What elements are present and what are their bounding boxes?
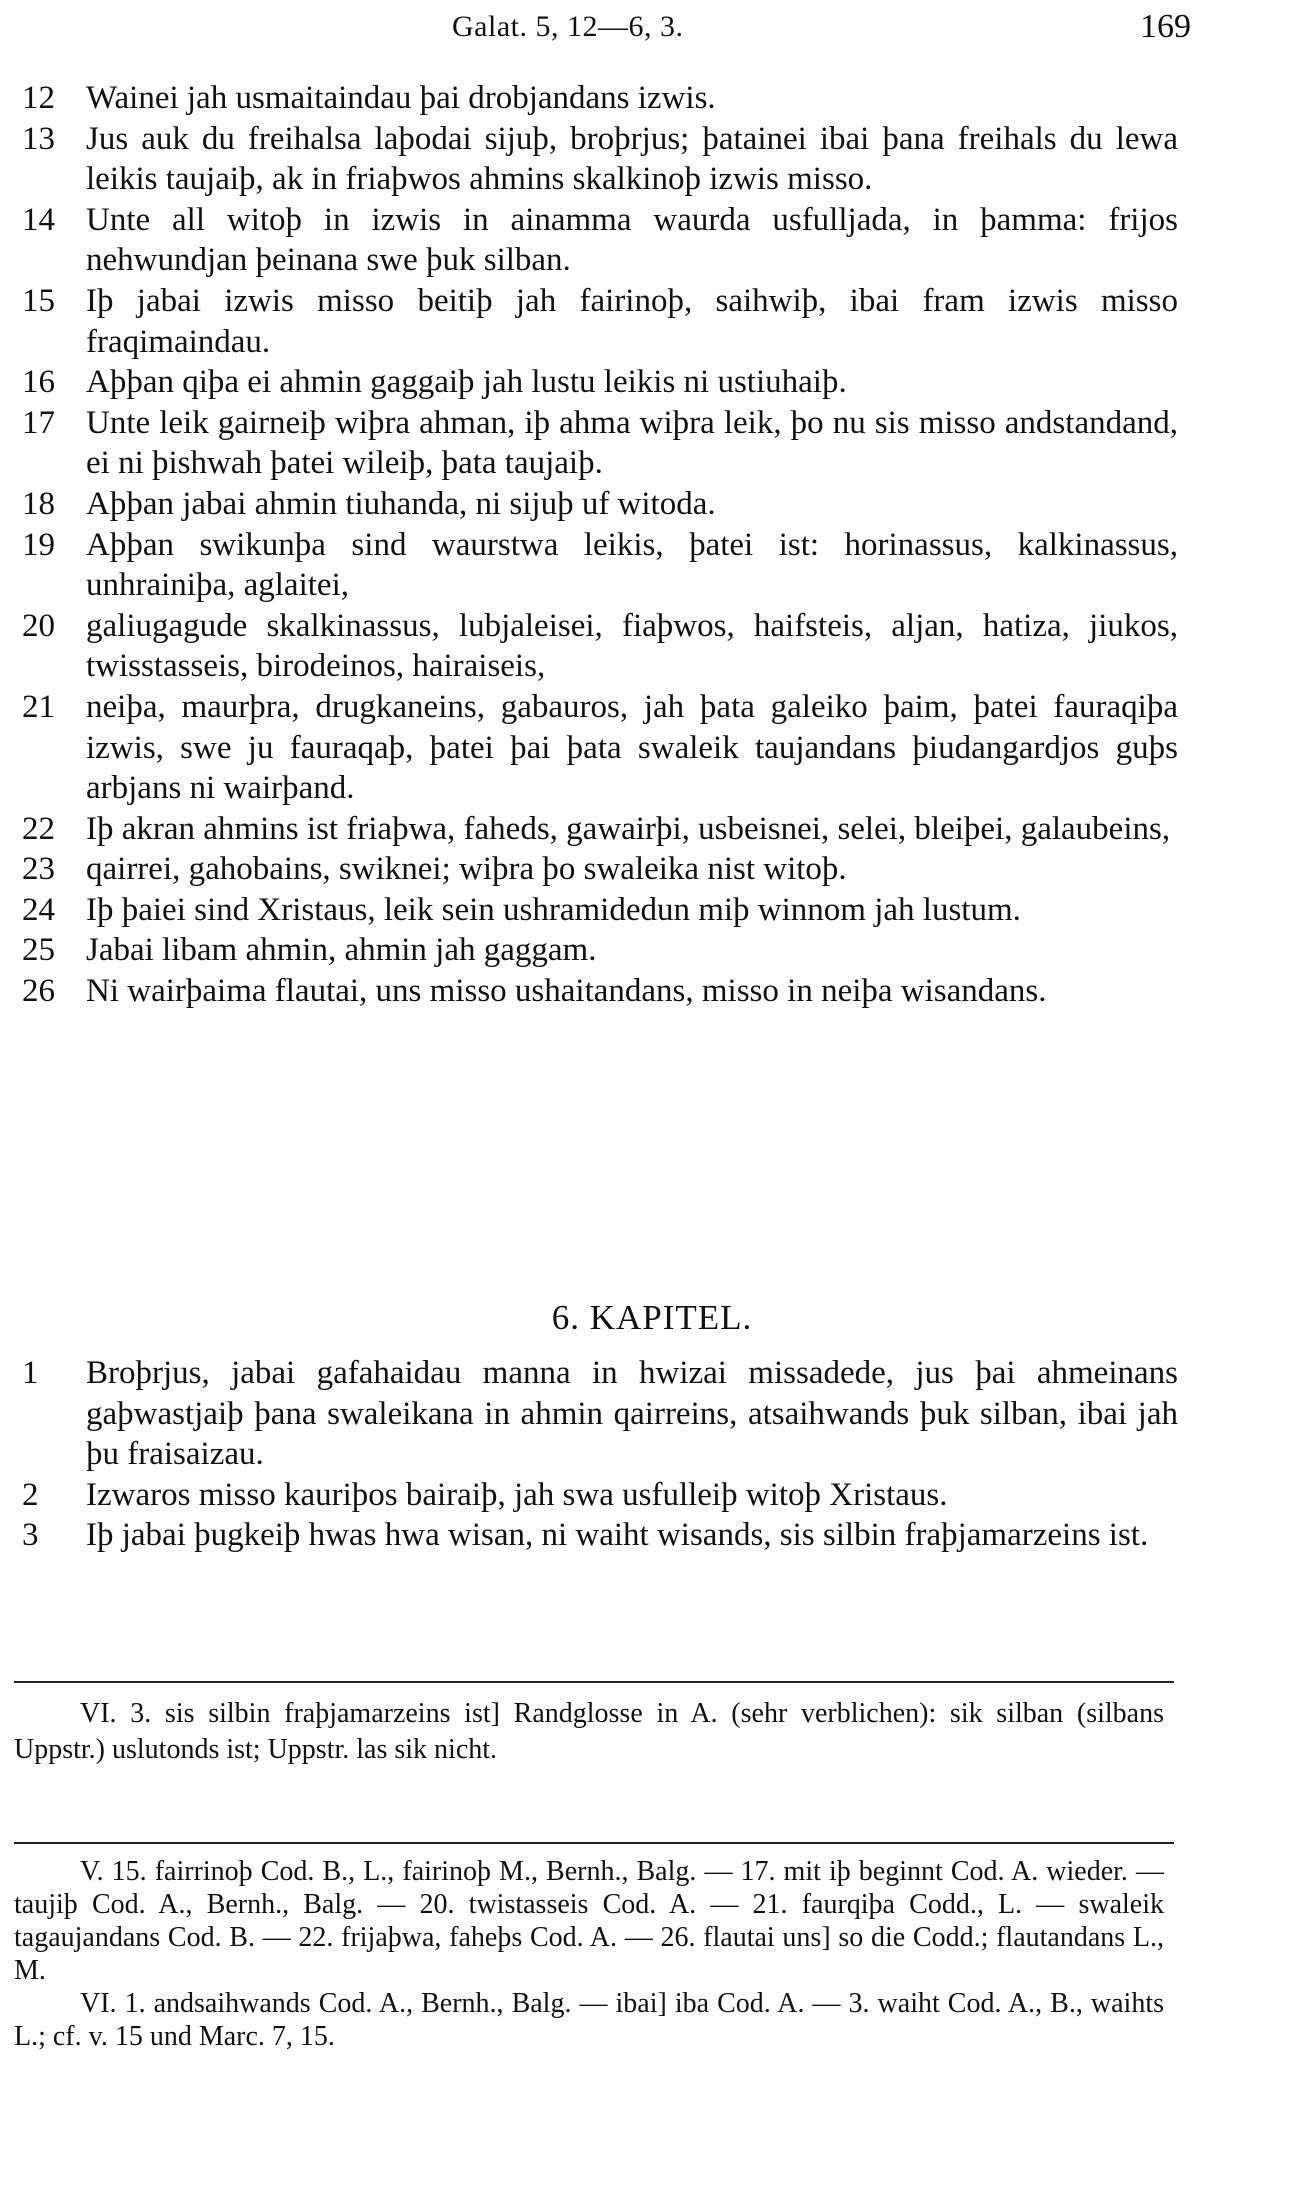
gloss-note-text: VI. 3. sis silbin fraþjamarzeins ist] Randglosse in A. (sehr verblichen): sik silban (silbans Uppstr.) uslutonds ist; Uppstr. las sik nicht.	[14, 1698, 1164, 1765]
verse-text: neiþa, maurþra, drugkaneins, gabauros, jah þata galeiko þaim, þatei fauraqiþa izwis, swe ju fauraqaþ, þatei þai þata swaleik taujandans þiudangardjos guþs arbjans ni wairþand.	[86, 688, 1178, 807]
verse-text: Iþ þaiei sind Xristaus, leik sein ushramidedun miþ winnom jah lustum.	[86, 891, 1021, 928]
verse-number: 22	[22, 810, 55, 847]
verse-text: Wainei jah usmaitaindau þai drobjandans izwis.	[86, 80, 716, 116]
verse-text: Aþþan swikunþa sind waurstwa leikis, þatei ist: horinassus, kalkinassus, unhrainiþa, aglaitei,	[86, 526, 1178, 604]
verse	[0, 403, 1304, 484]
verse-number: 23	[22, 851, 55, 888]
marginal-gloss-note	[14, 1696, 1164, 1768]
verse-number: 19	[22, 526, 55, 563]
verse-text: Aþþan qiþa ei ahmin gaggaiþ jah lustu leikis ni ustiuhaiþ.	[86, 364, 847, 401]
verse-text: Iþ jabai þugkeiþ hwas hwa wisan, ni waiht wisands, sis silbin fraþjamarzeins ist.	[86, 1517, 1149, 1554]
verse-text: Iþ jabai izwis misso beitiþ jah fairinoþ, saihwiþ, ibai fram izwis misso fraqimaindau.	[86, 282, 1178, 360]
verse	[0, 930, 1304, 971]
verse-text: qairrei, gahobains, swiknei; wiþra þo swaleika nist witoþ.	[86, 851, 847, 888]
running-title: Galat. 5, 12—6, 3.	[452, 10, 684, 43]
apparatus-note-ch5: V. 15. fairrinoþ Cod. B., L., fairinoþ M., Bernh., Balg. — 17. mit iþ beginnt Cod. A. wieder. — taujiþ Cod. A., Bernh., Balg. — 20. twistasseis Cod. A. — 21. faurqiþa Codd., L. — swaleik tagaujandans Cod. B. — 22. frijaþwa, faheþs Cod. A. — 26. flautai uns] so die Codd.; flautandans L., M.	[14, 1856, 1164, 1986]
chapter-6-verses	[0, 1353, 1304, 1556]
footnote-divider	[14, 1681, 1174, 1683]
verse-number: 16	[22, 364, 55, 401]
verse-text: Aþþan jabai ahmin tiuhanda, ni sijuþ uf witoda.	[86, 485, 716, 522]
page-number: 169	[1140, 8, 1191, 45]
verse	[0, 78, 1304, 119]
verse	[0, 362, 1304, 403]
verse-number: 20	[22, 607, 55, 644]
verse-text: galiugagude skalkinassus, lubjaleisei, fiaþwos, haifsteis, aljan, hatiza, jiukos, twisstasseis, birodeinos, hairaiseis,	[86, 607, 1178, 685]
verse-number: 2	[22, 1476, 39, 1513]
verse	[0, 200, 1304, 281]
page-header	[0, 10, 1304, 50]
verse-number: 24	[22, 891, 55, 928]
verse-number: 21	[22, 688, 55, 725]
verse-number: 17	[22, 404, 55, 441]
verse-number: 15	[22, 282, 55, 319]
verse-number: 12	[22, 80, 55, 116]
verse	[0, 849, 1304, 890]
verse-number: 1	[22, 1355, 39, 1391]
verse-number: 25	[22, 932, 55, 969]
verse	[0, 809, 1304, 850]
chapter-5-verses	[0, 78, 1304, 1012]
verse	[0, 687, 1304, 809]
verse	[0, 525, 1304, 606]
verse	[0, 281, 1304, 362]
verse	[0, 1515, 1304, 1556]
verse	[0, 484, 1304, 525]
verse-text: Izwaros misso kauriþos bairaiþ, jah swa usfulleiþ witoþ Xristaus.	[86, 1476, 948, 1513]
verse	[0, 971, 1304, 1012]
apparatus-note-ch6: VI. 1. andsaihwands Cod. A., Bernh., Balg. — ibai] iba Cod. A. — 3. waiht Cod. A., B., waihts L.; cf. v. 15 und Marc. 7, 15.	[14, 1988, 1164, 2052]
verse	[0, 890, 1304, 931]
verse-text: Iþ akran ahmins ist friaþwa, faheds, gawairþi, usbeisnei, selei, bleiþei, galaubeins,	[86, 810, 1171, 847]
verse-number: 26	[22, 973, 55, 1010]
verse-text: Unte all witoþ in izwis in ainamma waurda usfulljada, in þamma: frijos nehwundjan þeinana swe þuk silban.	[86, 201, 1178, 279]
verse	[0, 1353, 1304, 1475]
verse-text: Unte leik gairneiþ wiþra ahman, iþ ahma wiþra leik, þo nu sis misso andstandand, ei ni þishwah þatei wileiþ, þata taujaiþ.	[86, 404, 1178, 482]
verse-number: 13	[22, 120, 55, 157]
verse-text: Jabai libam ahmin, ahmin jah gaggam.	[86, 932, 597, 969]
verse-number: 18	[22, 485, 55, 522]
verse	[0, 606, 1304, 687]
apparatus-divider	[14, 1842, 1174, 1844]
verse-number: 3	[22, 1517, 39, 1554]
verse-text: Jus auk du freihalsa laþodai sijuþ, broþrjus; þatainei ibai þana freihals du lewa leikis taujaiþ, ak in friaþwos ahmins skalkinoþ izwis misso.	[86, 120, 1178, 198]
verse-text: Ni wairþaima flautai, uns misso ushaitandans, misso in neiþa wisandans.	[86, 973, 1047, 1010]
critical-apparatus	[14, 1855, 1164, 2053]
verse	[0, 1475, 1304, 1516]
verse-number: 14	[22, 201, 55, 238]
verse-text: Broþrjus, jabai gafahaidau manna in hwizai missadede, jus þai ahmeinans gaþwastjaiþ þana swaleikana in ahmin qairreins, atsaihwands þuk silban, ibai jah þu fraisaizau.	[86, 1355, 1178, 1473]
verse	[0, 119, 1304, 200]
chapter-heading: 6. KAPITEL.	[551, 1298, 753, 1337]
